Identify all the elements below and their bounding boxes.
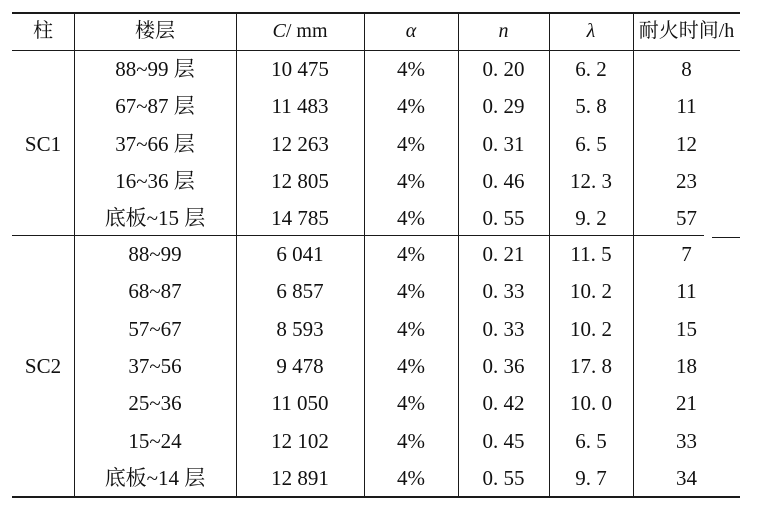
- n-cell: 0. 21: [482, 242, 525, 266]
- header-column: 柱: [33, 20, 53, 42]
- n-cell: 0. 33: [482, 279, 525, 304]
- lambda-cell: 10. 0: [570, 391, 612, 416]
- alpha-cell: 4%: [397, 131, 425, 156]
- floor-cell: 57~67: [128, 316, 182, 341]
- floor-cell: 37~66 层: [115, 131, 195, 156]
- alpha-cell: 4%: [397, 94, 425, 119]
- alpha-cell: 4%: [397, 279, 425, 304]
- floor-cell: 16~36 层: [115, 168, 195, 193]
- lambda-cell: 9. 2: [575, 206, 607, 231]
- fire-time-cell: 8: [681, 57, 692, 81]
- alpha-cell: 4%: [397, 465, 425, 490]
- n-cell: 0. 36: [482, 353, 525, 378]
- alpha-cell: 4%: [397, 206, 425, 231]
- fire-time-cell: 18: [676, 353, 697, 378]
- c-cell: 8 593: [276, 316, 324, 341]
- fire-time-cell: 12: [676, 131, 697, 156]
- fire-time-cell: 21: [676, 391, 697, 416]
- floor-cell: 88~99 层: [115, 57, 195, 81]
- fire-time-cell: 7: [681, 242, 692, 266]
- header-n: n: [498, 20, 509, 42]
- floor-cell: 25~36: [128, 391, 182, 416]
- header-fire-time: 耐火时间/h: [638, 20, 735, 42]
- n-cell: 0. 31: [482, 131, 525, 156]
- column-id-cell: SC1: [24, 132, 62, 156]
- header-lambda: λ: [586, 20, 596, 42]
- column-id-cell: SC2: [24, 354, 62, 378]
- lambda-cell: 11. 5: [570, 242, 612, 266]
- floor-cell: 15~24: [128, 428, 182, 453]
- lambda-cell: 6. 2: [575, 57, 607, 81]
- alpha-cell: 4%: [397, 57, 425, 81]
- n-cell: 0. 45: [482, 428, 525, 453]
- fire-time-cell: 15: [676, 316, 697, 341]
- c-cell: 12 891: [271, 465, 329, 490]
- alpha-cell: 4%: [397, 242, 425, 266]
- c-cell: 12 805: [271, 168, 329, 193]
- c-cell: 11 050: [271, 391, 329, 416]
- n-cell: 0. 29: [482, 94, 525, 119]
- n-cell: 0. 55: [482, 465, 525, 490]
- n-cell: 0. 42: [482, 391, 525, 416]
- alpha-cell: 4%: [397, 428, 425, 453]
- n-cell: 0. 33: [482, 316, 525, 341]
- header-floor: 楼层: [135, 20, 175, 42]
- floor-cell: 68~87: [128, 279, 182, 304]
- fire-time-cell: 34: [676, 465, 697, 490]
- alpha-cell: 4%: [397, 168, 425, 193]
- fire-time-cell: 11: [676, 279, 697, 304]
- c-cell: 11 483: [271, 94, 329, 119]
- header-c-symbol: C: [272, 20, 286, 42]
- header-alpha: α: [405, 20, 417, 42]
- alpha-cell: 4%: [397, 316, 425, 341]
- n-cell: 0. 20: [482, 57, 525, 81]
- floor-cell: 底板~15 层: [104, 206, 206, 231]
- c-cell: 9 478: [276, 353, 324, 378]
- c-cell: 14 785: [271, 206, 329, 231]
- lambda-cell: 12. 3: [570, 168, 612, 193]
- floor-cell: 37~56: [128, 353, 182, 378]
- alpha-cell: 4%: [397, 391, 425, 416]
- floor-cell: 底板~14 层: [104, 465, 206, 490]
- lambda-cell: 6. 5: [575, 131, 607, 156]
- c-cell: 10 475: [271, 57, 329, 81]
- n-cell: 0. 55: [482, 206, 525, 231]
- fire-time-cell: 33: [676, 428, 697, 453]
- c-cell: 6 041: [276, 242, 324, 266]
- floor-cell: 67~87 层: [115, 94, 195, 119]
- lambda-cell: 10. 2: [570, 316, 612, 341]
- c-cell: 12 263: [271, 131, 329, 156]
- n-cell: 0. 46: [482, 168, 525, 193]
- lambda-cell: 17. 8: [570, 353, 612, 378]
- c-cell: 6 857: [276, 279, 324, 304]
- floor-cell: 88~99: [128, 242, 182, 266]
- lambda-cell: 6. 5: [575, 428, 607, 453]
- alpha-cell: 4%: [397, 353, 425, 378]
- fire-time-cell: 11: [676, 94, 697, 119]
- fire-time-cell: 23: [676, 168, 697, 193]
- lambda-cell: 9. 7: [575, 465, 607, 490]
- header-c-mm: [236, 13, 364, 50]
- lambda-cell: 10. 2: [570, 279, 612, 304]
- c-cell: 12 102: [271, 428, 329, 453]
- fire-time-cell: 57: [676, 206, 697, 231]
- lambda-cell: 5. 8: [575, 94, 607, 119]
- header-c-unit: / mm: [285, 20, 328, 42]
